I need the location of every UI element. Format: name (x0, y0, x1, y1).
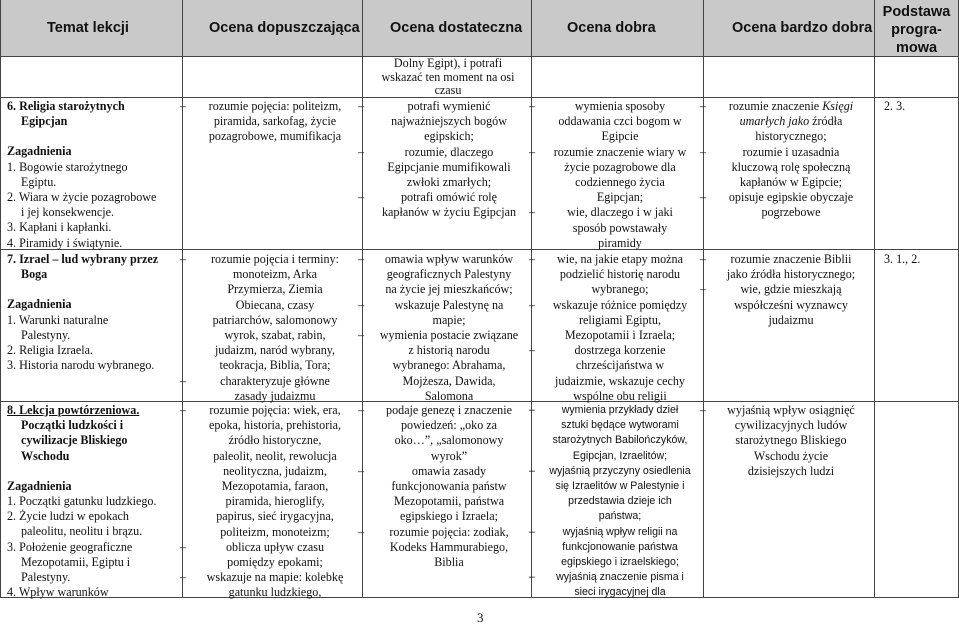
requirement-item: – rozumie pojęcia: wiek, era, (180, 403, 341, 417)
header-podstawa-l2: progra- (891, 22, 942, 38)
header-podstawa-l3: mowa (895, 40, 938, 56)
requirement-line: egipskiego i izraelskiego; (561, 556, 679, 569)
requirement-item: – potrafi wymienić (358, 99, 491, 113)
requirement-line: Egipcjan, Izraelitów; (572, 449, 668, 462)
topic-item: 2. Wiara w życie pozagrobowe (7, 190, 157, 205)
book-title-italic: Księgi (822, 99, 854, 113)
requirement-item: – potrafi omówić rolę (358, 190, 498, 205)
grid-line (874, 0, 875, 598)
requirement-item: – wyjaśnią wpływ religii na (529, 525, 678, 538)
topic-title: 8. Lekcja powtórzeniowa. (7, 403, 140, 417)
requirement-item: – wyjaśnią znaczenie pisma i (529, 571, 684, 584)
dost-row-8 (358, 403, 528, 570)
requirement-item: – wymienia postacie związane (358, 328, 519, 343)
requirement-item: – podaje genezę i znaczenie (358, 403, 512, 417)
header-podstawa-l1: Podstawa (882, 4, 951, 20)
requirement-item: – charakteryzuje główne (180, 373, 330, 388)
requirement-line: czasu (434, 83, 462, 97)
requirement-line: z historią narodu (408, 343, 490, 358)
requirement-item: – wskazuje Palestynę na (358, 297, 504, 312)
requirement-line: oddawania czci bogom w (558, 114, 682, 129)
requirement-line: Kodeks Hammurabiego, (389, 539, 509, 554)
requirement-line: patriarchów, salomonowy (212, 312, 338, 327)
requirement-line: wybranego; (591, 282, 649, 297)
topic-item: 1. Początki gatunku ludzkiego. (7, 494, 157, 509)
requirement-item: – rozumie i uzasadnia (700, 144, 840, 159)
requirement-line: na życie jej mieszkańców; (385, 282, 513, 297)
header-dobra: Ocena dobra (567, 20, 656, 36)
requirement-item: – wie, dlaczego i w jaki (529, 205, 673, 220)
topic-item: 2. Religia Izraela. (7, 343, 93, 358)
requirement-line: kapłanów w życiu Egipcjan (382, 205, 516, 220)
topic-item: 3. Położenie geograficzne (7, 539, 133, 554)
requirement-line: Dolny Egipt), i potrafi (393, 56, 503, 70)
grid-line (703, 0, 704, 598)
topic-item: paleolitu, neolitu i brązu. (21, 524, 143, 539)
topic-title: 7. Izrael – lud wybrany przez (7, 252, 159, 266)
requirement-line: mapie; (432, 312, 466, 327)
requirement-line: teokracja, Biblia, Tora; (219, 358, 331, 373)
requirement-item: – dostrzega korzenie (529, 343, 666, 358)
dost-row-7 (358, 252, 528, 404)
topic-8 (7, 403, 179, 600)
requirement-line: oko…”, „salomonowy (394, 433, 504, 448)
topic-title: 6. Religia starożytnych (7, 99, 125, 113)
requirement-line: egipskiego i Izraela; (399, 509, 499, 524)
requirement-item: – rozumie pojęcia i terminy: (180, 252, 339, 266)
requirement-line: judaizm, naród wybrany, (214, 343, 336, 358)
requirement-item: – wskazuje na mapie: kolebkę (180, 570, 344, 585)
header-bardzo-dobra: Ocena bardzo dobra (732, 20, 873, 36)
requirement-line: Mezopotamia, faraon, (221, 479, 329, 494)
requirement-item: – wyjaśnią wpływ osiągnięć (700, 403, 855, 417)
requirement-line: jako źródła historycznego; (726, 267, 856, 282)
header-dopuszczajaca: Ocena dopuszczająca (209, 20, 360, 36)
topic-item: 4. Piramidy i świątynie. (7, 235, 123, 250)
podstawa-row-7 (884, 252, 954, 267)
requirement-line: państwa; (598, 510, 642, 523)
requirement-line: paleolit, neolit, rewolucja (213, 448, 337, 463)
requirement-line: codziennego życia (575, 175, 665, 190)
requirement-item: – rozumie pojęcia: zodiak, (358, 524, 509, 539)
requirement-line: przedstawia dzieje ich (568, 495, 672, 508)
requirement-item: – wyjaśnią przyczyny osiedlenia (529, 464, 691, 477)
requirement-line: Biblia (434, 555, 464, 570)
topic-title: Boga (21, 267, 48, 282)
requirement-item: – opisuje egipskie obyczaje (700, 190, 854, 205)
requirement-line: dzisiejszych ludzi (747, 463, 835, 478)
requirement-item: – rozumie pojęcia: politeizm, (180, 99, 342, 113)
topic-item: 4. Wpływ warunków (7, 585, 109, 600)
requirement-line: historycznego; (755, 129, 827, 144)
requirement-line: papirus, sieć irygacyjna, (216, 509, 334, 524)
topic-item: 1. Bogowie starożytnego (7, 159, 128, 174)
requirement-line: powiedzeń: „oko za (400, 418, 498, 433)
requirement-line: egipskich; (424, 129, 474, 144)
podstawa-value: 3. 1., 2. (884, 252, 921, 266)
requirement-line: kapłanów w Egipcie; (739, 175, 843, 190)
dobra-row-6 (529, 99, 699, 251)
requirement-item: – omawia zasady (358, 463, 487, 478)
requirement-line: Mezopotamii i Izraela; (564, 328, 676, 343)
requirement-item: – rozumie znaczenie wiary w (529, 144, 687, 159)
requirement-line: współcześni wyznawcy (734, 297, 848, 312)
requirement-item: – wskazuje różnice pomiędzy (529, 297, 688, 312)
requirement-line: zasady judaizmu (234, 388, 316, 403)
topic-6 (7, 99, 179, 251)
bdb-row-8 (700, 403, 870, 479)
requirement-line: wskazać ten moment na osi (381, 69, 515, 84)
requirement-line: piramidy (598, 235, 642, 250)
requirement-item: – rozumie znaczenie Biblii (700, 252, 852, 266)
grid-line (0, 0, 1, 598)
requirement-line: Egipcjan; (596, 190, 644, 205)
podstawa-value: 2. 3. (884, 99, 906, 113)
requirement-line: Przymierza, Ziemia (227, 282, 323, 297)
topic-title: cywilizacje Bliskiego (21, 433, 128, 448)
page-number: 3 (477, 610, 484, 625)
topic-item: i jej konsekwencje. (21, 205, 115, 220)
topic-item: Mezopotamii, Egiptu i (21, 554, 131, 569)
requirement-line: najważniejszych bogów (391, 114, 507, 129)
grid-line (182, 0, 183, 598)
requirement-line: neolityczna, judaizm, (223, 463, 327, 478)
requirement-line: pomiędzy epokami; (227, 555, 323, 570)
dobra-row-7 (529, 252, 699, 404)
topic-item: 3. Kapłani i kapłanki. (7, 220, 112, 235)
requirement-line: funkcjonowanie państwa (562, 540, 678, 553)
topic-title: Wschodu (21, 448, 70, 463)
requirement-line: wspólne obu religii (573, 388, 667, 403)
topic-title: Egipcjan (21, 114, 68, 129)
requirement-line: kluczową rolę społeczną (731, 159, 851, 174)
requirement-line: pozagrobowe, mumifikacja (208, 129, 342, 144)
topic-7 (7, 252, 179, 373)
requirement-line: starożytnych Babilończyków, (552, 434, 688, 447)
dost-row-5-tail (368, 57, 528, 98)
bdb-row-7 (700, 252, 870, 328)
zagadnienia-label: Zagadnienia (7, 144, 72, 159)
requirement-line: geograficznych Palestyny (386, 267, 512, 282)
requirement-line: monoteizm, Arka (233, 267, 317, 282)
topic-item: 3. Historia narodu wybranego. (7, 358, 155, 373)
requirement-item: – wymienia sposoby (529, 99, 666, 113)
requirement-line: podzielić historię narodu (559, 267, 681, 282)
requirement-line: gatunku ludzkiego, (228, 585, 322, 600)
requirement-line: starożytnego Bliskiego (735, 433, 847, 448)
requirement-line: chrześcijaństwa w (575, 358, 665, 373)
topic-item: 1. Warunki naturalne (7, 312, 109, 327)
requirement-line: pogrzebowe (761, 205, 821, 220)
requirement-line: judaizmu (768, 312, 814, 327)
requirement-item: – oblicza upływ czasu (180, 539, 325, 554)
header-temat: Temat lekcji (47, 20, 129, 36)
book-title-italic: umarłych jako (739, 114, 810, 129)
zagadnienia-label: Zagadnienia (7, 478, 72, 493)
topic-item: Egiptu. (21, 174, 57, 189)
requirement-line: życie pozagrobowe dla (564, 159, 676, 174)
bdb-row-6 (700, 99, 870, 221)
requirement-line: źródło historyczne, (228, 433, 322, 448)
podstawa-row-6 (884, 99, 954, 114)
dop-row-8 (180, 403, 358, 601)
requirement-line: religiami Egiptu, (579, 312, 661, 327)
requirement-line: piramida, hieroglify, (225, 494, 325, 509)
requirement-line: Mojżesza, Dawida, (402, 373, 496, 388)
requirement-line: cywilizacyjnych ludów (734, 418, 848, 433)
requirement-line: sztuki będące wytworami (561, 419, 679, 432)
topic-title: Początki ludzkości i (21, 418, 124, 433)
requirement-line: Salomona (424, 388, 474, 403)
requirement-line: się Izraelitów w Palestynie i (555, 480, 685, 493)
dop-row-6 (180, 99, 358, 145)
header-podstawa (874, 3, 959, 57)
table-header (0, 0, 959, 56)
header-dostateczna: Ocena dostateczna (390, 20, 523, 36)
requirement-line: Wschodu życie (753, 448, 829, 463)
requirement-line: sieci irygacyjnej dla (574, 586, 666, 599)
requirement-line: sposób powstawały (572, 220, 668, 235)
dobra-row-8 (529, 403, 699, 601)
requirement-line: umarłych jako źródła (739, 114, 843, 129)
topic-item: 2. Życie ludzi w epokach (7, 509, 129, 524)
requirement-line: judaizmie, wskazuje cechy (555, 373, 685, 388)
requirement-line: Obiecana, czasy (235, 297, 315, 312)
zagadnienia-label: Zagadnienia (7, 297, 72, 312)
requirement-item: – wie, na jakie etapy można (529, 252, 683, 266)
requirement-line: politeizm, monoteizm; (220, 524, 330, 539)
requirement-item: – omawia wpływ warunków (358, 252, 514, 266)
requirement-item: – rozumie, dlaczego (358, 144, 494, 159)
dop-row-7 (180, 252, 358, 404)
topic-item: Palestyny. (21, 570, 71, 585)
requirement-item: – wymienia przykłady dzieł (529, 404, 679, 416)
requirement-line: zwłoki zmarłych; (406, 175, 492, 190)
requirement-line: wybranego: Abrahama, (392, 358, 506, 373)
requirement-line: epoka, historia, prehistoria, (209, 418, 341, 433)
requirement-line: Egipcie (601, 129, 639, 144)
requirement-item: – rozumie znaczenie Księgi (700, 99, 854, 113)
requirement-item: – wie, gdzie mieszkają (700, 282, 842, 297)
requirement-line: funkcjonowania państw (391, 479, 507, 494)
requirement-line: wyrok” (430, 448, 468, 463)
requirement-line: Egipcjanie mumifikowali (387, 159, 511, 174)
requirement-line: wyrok, szabat, rabin, (224, 328, 326, 343)
requirement-line: piramida, sarkofag, życie (213, 114, 337, 129)
requirement-line: Mezopotamii, państwa (393, 494, 505, 509)
topic-item: Palestyny. (21, 327, 71, 342)
dost-row-6 (358, 99, 528, 221)
